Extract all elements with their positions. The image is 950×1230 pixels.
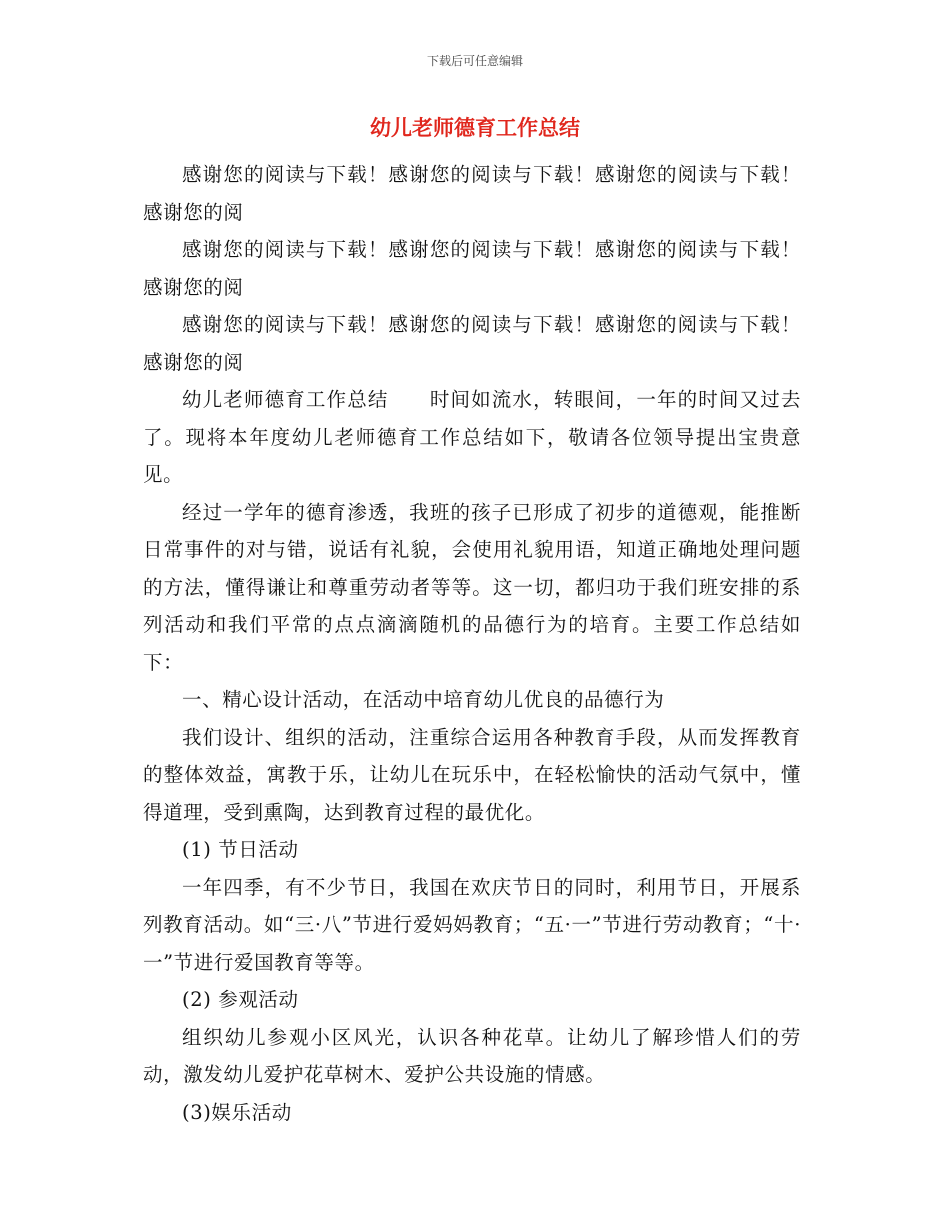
paragraph-visit: 组织幼儿参观小区风光，认识各种花草。让幼儿了解珍惜人们的劳动，激发幼儿爱护花草树木、爱护公共设施的情感。: [143, 1025, 801, 1086]
subheading-visit: (2) 参观活动: [182, 988, 299, 1011]
paragraph-thanks-2: 感谢您的阅读与下载！感谢您的阅读与下载！感谢您的阅读与下载！感谢您的阅: [143, 238, 801, 299]
paragraph-thanks-3: 感谢您的阅读与下载！感谢您的阅读与下载！感谢您的阅读与下载！感谢您的阅: [143, 313, 801, 374]
paragraph-activity-design: 我们设计、组织的活动，注重综合运用各种教育手段，从而发挥教育的整体效益，寓教于乐，让幼儿在玩乐中，在轻松愉快的活动气氛中，懂得道理，受到熏陶，达到教育过程的最优化。: [143, 725, 801, 824]
paragraph-summary: 经过一学年的德育渗透，我班的孩子已形成了初步的道德观，能推断日常事件的对与错，说话有礼貌，会使用礼貌用语，知道正确地处理问题的方法，懂得谦让和尊重劳动者等等。这一切，都归功于我们班安排的系列活动和我们平常的点点滴滴随机的品德行为的培育。主要工作总结如下：: [143, 500, 801, 674]
section-heading-1: 一、精心设计活动，在活动中培育幼儿优良的品德行为: [182, 688, 665, 711]
header-note: 下载后可任意编辑: [426, 54, 523, 68]
paragraph-thanks-1: 感谢您的阅读与下载！感谢您的阅读与下载！感谢您的阅读与下载！感谢您的阅: [143, 163, 801, 224]
subheading-entertainment: (3)娱乐活动: [182, 1100, 292, 1124]
paragraph-intro: 幼儿老师德育工作总结 时间如流水，转眼间，一年的时间又过去了。现将本年度幼儿老师德育工作总结如下，敬请各位领导提出宝贵意见。: [143, 388, 801, 486]
document-body: [143, 156, 801, 1131]
subheading-holiday: (1) 节日活动: [182, 838, 299, 861]
paragraph-holiday: 一年四季，有不少节日，我国在欢庆节日的同时，利用节日，开展系列教育活动。如“三·八”节进行爱妈妈教育；“五·一”节进行劳动教育；“十·一”节进行爱国教育等等。: [143, 875, 801, 974]
document-title: 幼儿老师德育工作总结: [370, 116, 580, 140]
